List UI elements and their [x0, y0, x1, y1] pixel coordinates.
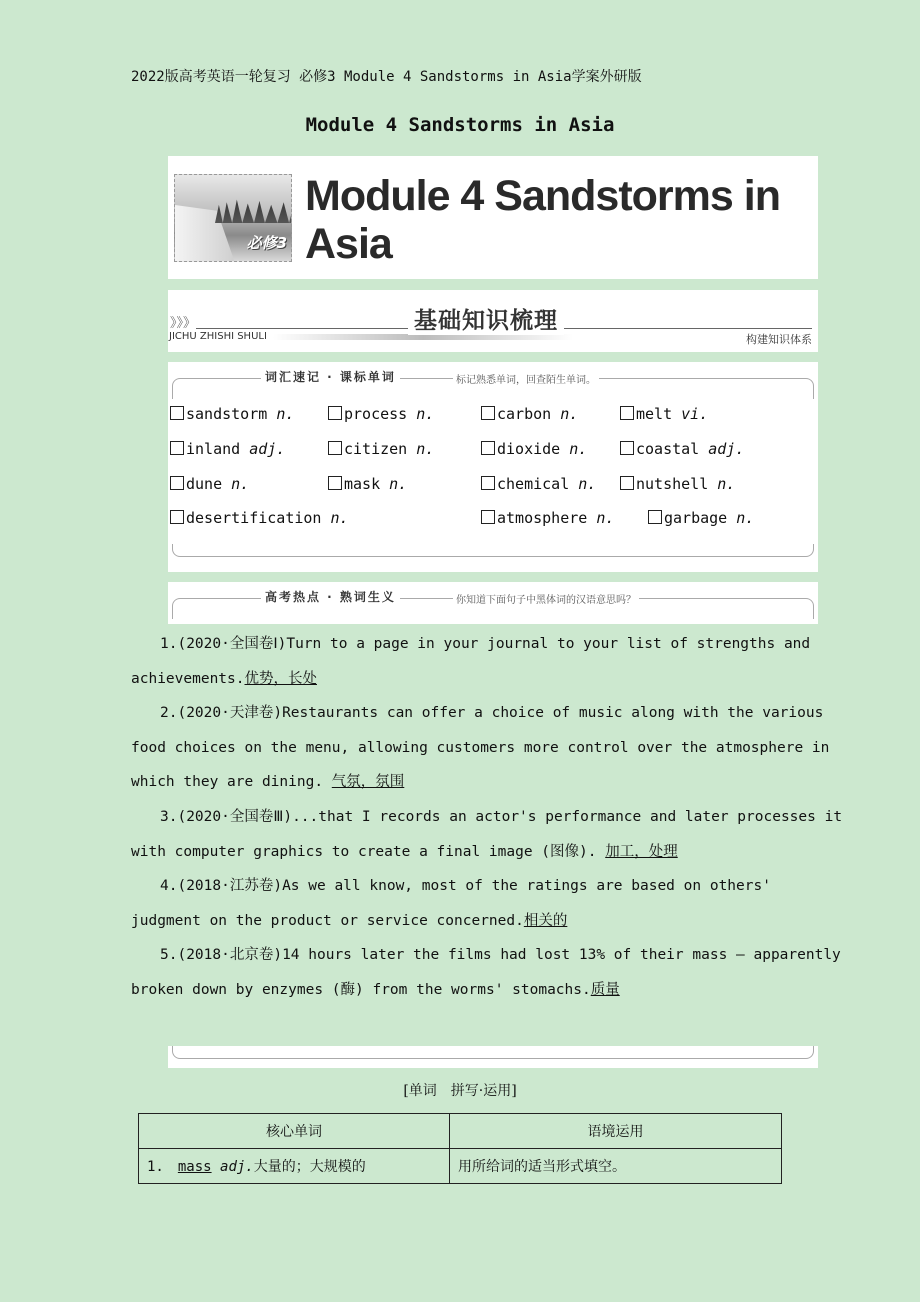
exercise-answer: 质量	[590, 981, 620, 998]
vocab-word: dioxide	[497, 440, 561, 458]
vocab-item	[328, 405, 434, 423]
vocab-pos: n.	[276, 405, 295, 423]
vocab-word: desertification	[186, 509, 322, 527]
table-cell: 1. mass adj.大量的；大规模的	[139, 1149, 450, 1184]
hot-box	[168, 582, 818, 624]
vocab-pos: n.	[560, 405, 579, 423]
vocab-pos: n.	[389, 475, 408, 493]
document-title: Module 4 Sandstorms in Asia	[305, 114, 615, 136]
vocab-item	[620, 440, 744, 458]
vocab-pos: n.	[596, 509, 615, 527]
exercise-list	[131, 627, 843, 1008]
vocab-item	[170, 405, 294, 423]
checkbox-icon[interactable]	[620, 441, 634, 455]
exercise-item: 1.(2020·全国卷Ⅰ)Turn to a page in your journal to your list of strengths and achievements.优势，长处	[131, 636, 811, 687]
checkbox-icon[interactable]	[481, 441, 495, 455]
document-header: 2022版高考英语一轮复习 必修3 Module 4 Sandstorms in Asia学案外研版	[131, 69, 642, 85]
checkbox-icon[interactable]	[481, 406, 495, 420]
vocab-pos: n.	[330, 509, 349, 527]
checkbox-icon[interactable]	[328, 406, 342, 420]
vocab-word: nutshell	[636, 475, 709, 493]
vocab-box-title: 词汇速记 · 课标单词	[261, 368, 400, 385]
vocab-pos: adj.	[708, 440, 745, 458]
vocab-pos: n.	[736, 509, 755, 527]
checkbox-icon[interactable]	[170, 406, 184, 420]
vocab-item	[328, 440, 434, 458]
exercise-item: 3.(2020·全国卷Ⅲ)...that I records an actor's performance and later processes it with computer graphics to create a final image (图像). 加工，处理	[131, 808, 843, 860]
vocab-pos: adj.	[249, 440, 286, 458]
vocab-item	[170, 440, 285, 458]
waterfall-landscape-image	[174, 174, 292, 262]
checkbox-icon[interactable]	[170, 441, 184, 455]
vocab-pos: vi.	[681, 405, 709, 423]
vocab-item	[170, 509, 349, 527]
vocab-word: chemical	[497, 475, 570, 493]
checkbox-icon[interactable]	[481, 510, 495, 524]
vocab-word: carbon	[497, 405, 552, 423]
table-row	[139, 1149, 782, 1184]
section-header	[168, 290, 818, 352]
hot-box-bottom	[168, 1046, 818, 1068]
vocab-pos: n.	[578, 475, 597, 493]
vocab-word: sandstorm	[186, 405, 268, 423]
vocab-table	[138, 1113, 782, 1184]
checkbox-icon[interactable]	[648, 510, 662, 524]
section-pinyin: JICHU ZHISHI SHULI	[169, 331, 267, 342]
exercise-item: 4.(2018·江苏卷)As we all know, most of the ratings are based on others' judgment on the product or service concerned.相关的	[131, 878, 771, 929]
vocab-pos: n.	[231, 475, 250, 493]
banner-title: Module 4 Sandstorms in Asia	[305, 172, 780, 268]
exercise-answer: 相关的	[523, 912, 568, 929]
vocab-item	[648, 509, 754, 527]
vocab-pos: n.	[416, 405, 435, 423]
hot-box-title: 高考热点 · 熟词生义	[261, 588, 400, 605]
checkbox-icon[interactable]	[328, 476, 342, 490]
table-cell: 用所给词的适当形式填空。	[450, 1149, 782, 1184]
vocab-box-hint: 标记熟悉单词，回查陌生单词。	[453, 371, 599, 386]
vocab-word: dune	[186, 475, 223, 493]
checkbox-icon[interactable]	[328, 441, 342, 455]
arrows-icon: 》》》	[170, 316, 197, 331]
checkbox-icon[interactable]	[620, 476, 634, 490]
table-caption: [单词 拼写·运用]	[403, 1083, 517, 1099]
table-header: 语境运用	[450, 1114, 782, 1149]
checkbox-icon[interactable]	[170, 510, 184, 524]
vocab-item	[481, 475, 596, 493]
exercise-answer: 加工，处理	[605, 843, 678, 860]
vocab-pos: n.	[569, 440, 588, 458]
exercise-item: 5.(2018·北京卷)14 hours later the films had lost 13% of their mass — apparently broken down by enzymes (酶) from the worms' stomachs.质量	[131, 947, 841, 998]
vocab-box	[168, 362, 818, 572]
vocab-item	[328, 475, 407, 493]
vocab-item	[620, 475, 735, 493]
vocab-item	[481, 405, 578, 423]
vocab-word: garbage	[664, 509, 728, 527]
vocab-word: inland	[186, 440, 241, 458]
vocab-word: coastal	[636, 440, 700, 458]
checkbox-icon[interactable]	[620, 406, 634, 420]
table-header: 核心单词	[139, 1114, 450, 1149]
checkbox-icon[interactable]	[481, 476, 495, 490]
exercise-answer: 优势，长处	[244, 670, 317, 687]
vocab-word: atmosphere	[497, 509, 588, 527]
hot-box-hint: 你知道下面句子中黑体词的汉语意思吗？	[453, 591, 639, 606]
banner-badge: 必修3	[246, 234, 287, 252]
vocab-word: mask	[344, 475, 381, 493]
vocab-item	[481, 509, 614, 527]
vocab-item	[170, 475, 249, 493]
exercise-answer: 气氛，氛围	[331, 774, 405, 791]
vocab-pos: n.	[416, 440, 435, 458]
vocab-item	[620, 405, 708, 423]
vocab-word: citizen	[344, 440, 408, 458]
checkbox-icon[interactable]	[170, 476, 184, 490]
section-title: 基础知识梳理	[408, 302, 564, 335]
section-subtitle: 构建知识体系	[746, 333, 812, 346]
module-banner	[168, 156, 818, 279]
vocab-item	[481, 440, 587, 458]
vocab-word: process	[344, 405, 408, 423]
vocab-pos: n.	[717, 475, 736, 493]
vocab-word: melt	[636, 405, 673, 423]
exercise-item: 2.(2020·天津卷)Restaurants can offer a choice of music along with the various food choices on the menu, allowing customers more control over the atmosphere in which they are dining. 气氛，氛围	[131, 705, 830, 791]
